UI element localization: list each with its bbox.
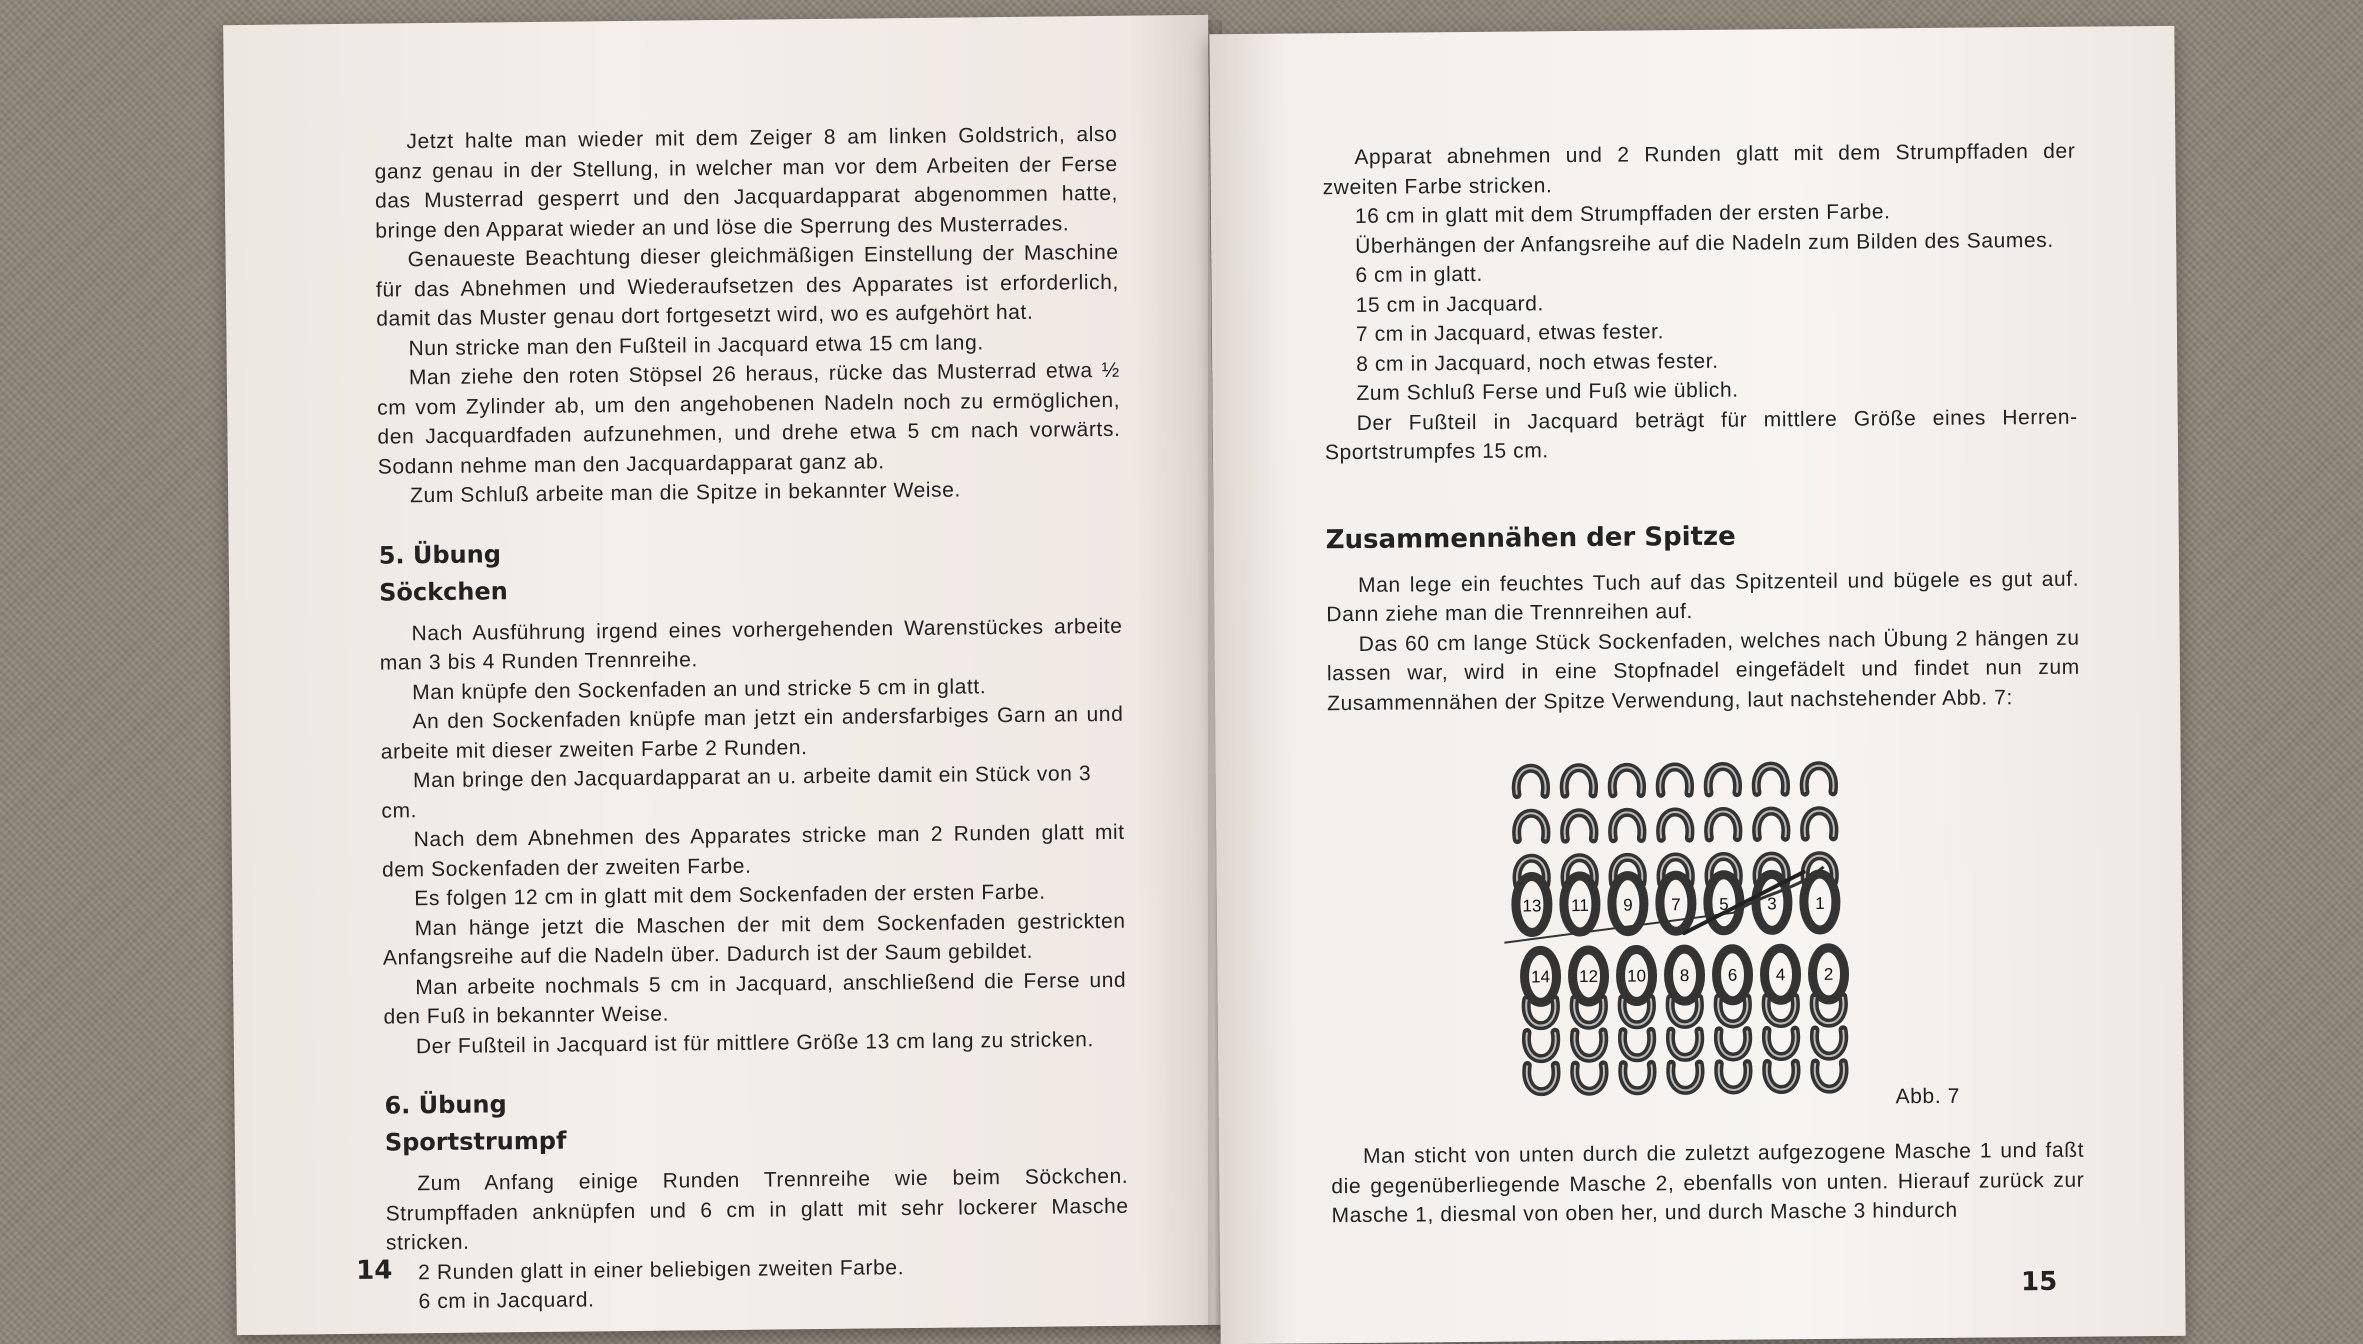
stitch-number: 8	[1679, 966, 1690, 986]
paragraph: Man arbeite nochmals 5 cm in Jacquard, anschließend die Ferse und den Fuß in bekannter Weise.	[383, 968, 1127, 1029]
intro-text	[374, 120, 1121, 511]
paragraph: Man ziehe den roten Stöpsel 26 heraus, rücke das Musterrad etwa ½ cm vom Zylinder ab, um den angehobenen Nadeln noch zu ermöglichen, den Jacquardfaden aufzunehmen, und drehe etwa 5 cm nach vorwärts. Sodann nehme man den Jacquardapparat ganz ab.	[377, 358, 1121, 479]
stitch-number: 6	[1727, 965, 1738, 985]
paragraph: Jetzt halte man wieder mit dem Zeiger 8 am linken Goldstrich, also ganz genau in der Stellung, in welcher man vor dem Arbeiten der Ferse das Musterrad gesperrt und den Jacquardapparat abgenommen hatte, bringe den Apparat wieder an und löse die Sperrung des Musterrades.	[374, 122, 1119, 243]
section-6-heading	[384, 1080, 1128, 1162]
paragraph: 7 cm in Jacquard, etwas fester.	[1355, 320, 1665, 346]
paragraph: Man bringe den Jacquardapparat an u. arbeite damit ein Stück von 3 cm.	[381, 762, 1092, 823]
paragraph: Man sticht von unten durch die zuletzt aufgezogene Masche 1 und faßt die gegenüberliegende Masche 2, ebenfalls von unten. Hierauf zurück zur Masche 1, diesmal von oben her, und durch Masche 3 hindurch	[1331, 1138, 2085, 1228]
paragraph: Es folgen 12 cm in glatt mit dem Sockenfaden der ersten Farbe.	[414, 880, 1046, 911]
stitch-number: 11	[1571, 895, 1589, 916]
paragraph: Nach Ausführung irgend eines vorhergehenden Warenstückes arbeite man 3 bis 4 Runden Trennreihe.	[379, 614, 1123, 675]
paragraph: 15 cm in Jacquard.	[1355, 291, 1544, 317]
paragraph: Man lege ein feuchtes Tuch auf das Spitzenteil und bügele es gut auf. Dann ziehe man die Trennreihen auf.	[1326, 567, 2080, 627]
intro-text	[1322, 137, 2078, 468]
section-number: 5. Übung	[378, 539, 502, 570]
stitch-number: 2	[1823, 964, 1834, 984]
stitch-number: 9	[1623, 895, 1633, 915]
section-title: Zusammennähen der Spitze	[1325, 521, 1736, 555]
stitch-number: 7	[1671, 895, 1681, 915]
left-page	[223, 15, 1222, 1335]
section-6-text	[385, 1162, 1130, 1317]
figure-caption: Abb. 7	[1895, 1084, 1961, 1109]
stitch-number: 5	[1719, 894, 1729, 914]
section-title: Sportstrumpf	[384, 1126, 567, 1157]
paragraph: Man hänge jetzt die Maschen der mit dem Sockenfaden gestrickten Anfangsreihe auf die Nadeln über. Dadurch ist der Saum gebildet.	[382, 909, 1126, 970]
section-number: 6. Übung	[384, 1090, 507, 1120]
paragraph: Überhängen der Anfangsreihe auf die Nadeln zum Bilden des Saumes.	[1355, 228, 2054, 258]
stitch-number: 12	[1578, 966, 1599, 987]
paragraph: Zum Schluß arbeite man die Spitze in bekannter Weise.	[409, 478, 962, 508]
section-text	[1326, 564, 2080, 718]
paragraph: 2 Runden glatt in einer beliebigen zweiten Farbe.	[418, 1255, 905, 1284]
paragraph: Genaueste Beachtung dieser gleichmäßigen Einstellung der Maschine für das Abnehmen und Wiederaufsetzen des Apparates ist erforderlich, damit das Muster genau dort fortgesetzt wird, wo es aufgehört hat.	[375, 240, 1120, 331]
knitting-stitch-diagram	[1503, 741, 1906, 1114]
section-5-heading	[379, 529, 1123, 611]
paragraph: An den Sockenfaden knüpfe man jetzt ein andersfarbiges Garn an und arbeite mit dieser zweiten Farbe 2 Runden.	[380, 702, 1124, 764]
paragraph: Zum Anfang einige Runden Trennreihe wie beim Söckchen. Strumpffaden anknüpfen und 6 cm in glatt mit sehr lockerer Masche stricken.	[385, 1164, 1129, 1255]
paragraph: Nun stricke man den Fußteil in Jacquard etwa 15 cm lang.	[408, 330, 984, 360]
stitch-number: 1	[1815, 893, 1825, 913]
paragraph: Zum Schluß Ferse und Fuß wie üblich.	[1356, 378, 1739, 405]
stitch-number: 14	[1530, 967, 1551, 987]
paragraph: Nach dem Abnehmen des Apparates stricke man 2 Runden glatt mit dem Sockenfaden der zweiten Farbe.	[381, 820, 1125, 882]
stitch-number: 3	[1767, 894, 1777, 914]
paragraph: Man knüpfe den Sockenfaden an und stricke 5 cm in glatt.	[412, 674, 987, 704]
paragraph: 6 cm in glatt.	[1355, 262, 1483, 287]
stitch-number: 13	[1522, 896, 1542, 916]
paragraph: 8 cm in Jacquard, noch etwas fester.	[1356, 349, 1719, 376]
right-page	[1209, 26, 2185, 1344]
stitch-number: 10	[1626, 966, 1647, 986]
stitch-number: 4	[1775, 965, 1786, 985]
paragraph: 16 cm in glatt mit dem Strumpffaden der ersten Farbe.	[1354, 200, 1891, 228]
paragraph: Das 60 cm lange Stück Sockenfaden, welches nach Übung 2 hängen zu lassen war, wird in eine Stopfnadel eingefädelt und findet nun zum Zusammennähen der Spitze Verwendung, laut nachstehender Abb. 7:	[1326, 626, 2080, 715]
page-number: 15	[2020, 1266, 2058, 1298]
section-title: Söckchen	[378, 576, 508, 607]
stitch-illustration	[1503, 740, 2046, 1115]
paragraph: 6 cm in Jacquard.	[418, 1288, 595, 1314]
paragraph: Der Fußteil in Jacquard beträgt für mittlere Größe eines Herren-Sportstrumpfes 15 cm.	[1324, 405, 2078, 465]
paragraph: Der Fußteil in Jacquard ist für mittlere Größe 13 cm lang zu stricken.	[415, 1027, 1095, 1058]
section-5-text	[379, 611, 1127, 1061]
paragraph: Apparat abnehmen und 2 Runden glatt mit dem Strumpffaden der zweiten Farbe stricken.	[1322, 139, 2076, 199]
page-number: 14	[356, 1255, 393, 1286]
